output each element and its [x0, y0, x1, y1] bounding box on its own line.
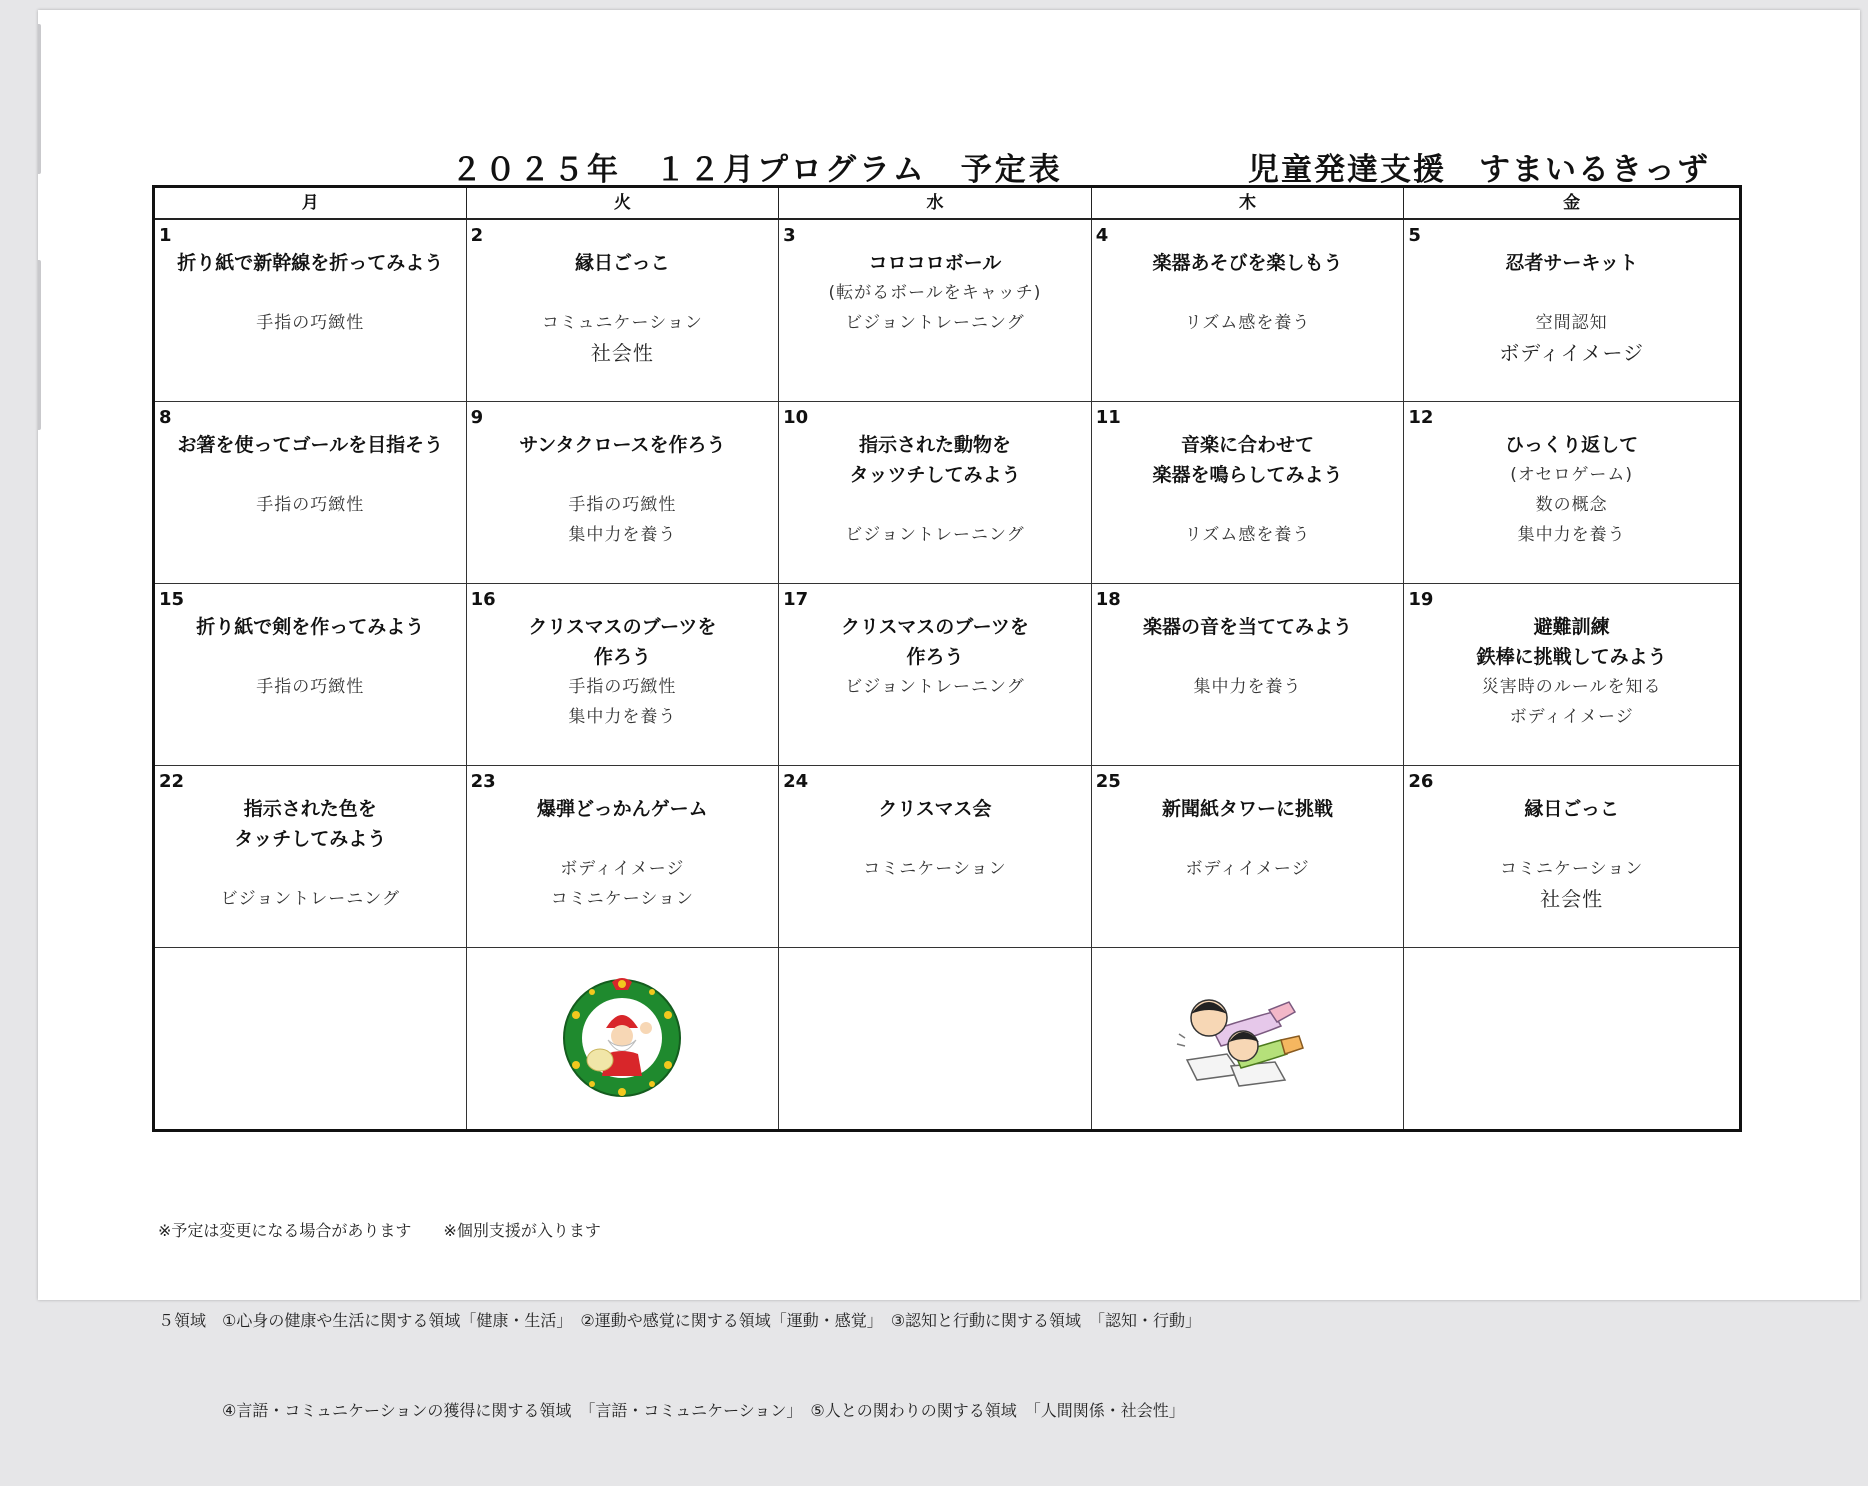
day-content — [155, 584, 466, 702]
skill-note: 社会性 — [1540, 887, 1604, 911]
schedule-table — [152, 185, 1742, 1132]
weekday-thu: 木 — [1091, 187, 1404, 220]
illustration-row — [154, 948, 1741, 1131]
skill-note: 社会性 — [590, 341, 654, 365]
activity-title: 縁日ごっこ — [575, 252, 670, 274]
spacer — [1404, 278, 1739, 308]
day-number: 11 — [1095, 407, 1121, 428]
weekday-header-row — [154, 187, 1741, 220]
day-number: 25 — [1095, 771, 1121, 792]
day-number: 4 — [1095, 225, 1109, 246]
skill-note: 災害時のルールを知る — [1481, 677, 1662, 697]
day-content — [155, 402, 466, 520]
spacer — [1092, 824, 1404, 854]
empty-cell — [1404, 948, 1741, 1131]
activity-title: サンタクロースを作ろう — [519, 434, 726, 456]
day-number: 12 — [1408, 407, 1434, 428]
skill-note: ビジョントレーニング — [845, 525, 1025, 545]
activity-title: コロコロボール — [868, 252, 1002, 274]
skill-note: 集中力を養う — [1517, 525, 1626, 545]
day-cell — [1091, 584, 1404, 766]
spacer — [467, 460, 779, 490]
spacer — [467, 278, 779, 308]
weekday-fri: 金 — [1404, 187, 1741, 220]
weekday-tue: 火 — [466, 187, 779, 220]
week-row — [154, 766, 1741, 948]
day-cell — [779, 584, 1092, 766]
day-content — [1404, 402, 1739, 550]
day-content — [1404, 766, 1739, 914]
day-number: 8 — [159, 407, 172, 428]
day-number: 9 — [470, 407, 484, 428]
spacer — [1092, 642, 1404, 672]
day-content — [1092, 584, 1404, 702]
skill-note: 集中力を養う — [568, 707, 677, 727]
week-row — [154, 584, 1741, 766]
skill-note: ボディイメージ — [1509, 707, 1634, 727]
skill-note: ビジョントレーニング — [220, 889, 400, 909]
spacer — [155, 854, 466, 884]
day-number: 5 — [1408, 225, 1421, 246]
santa-wreath-illustration — [556, 970, 688, 1102]
day-number: 3 — [783, 225, 796, 246]
day-content — [467, 584, 779, 732]
skill-note: リズム感を養う — [1184, 525, 1311, 545]
day-number: 2 — [470, 225, 484, 246]
activity-title: クリスマス会 — [878, 798, 992, 820]
header — [38, 144, 1860, 188]
day-number: 18 — [1095, 589, 1121, 610]
footer-line: ④言語・コミュニケーションの獲得に関する領域 「言語・コミュニケーション」 ⑤人との関わりの関する領域 「人間関係・社会性」 — [158, 1401, 1185, 1420]
day-number: 10 — [783, 407, 809, 428]
day-content — [779, 220, 1091, 338]
skill-note: 集中力を養う — [1193, 677, 1302, 697]
day-number: 26 — [1408, 771, 1434, 792]
day-number: 19 — [1408, 589, 1434, 610]
activity-title: クリスマスのブーツを 作ろう — [528, 616, 717, 668]
activity-title: 縁日ごっこ — [1524, 798, 1619, 820]
document-page — [38, 10, 1860, 1420]
activity-title: 楽器あそびを楽しもう — [1152, 252, 1343, 274]
children-crawling-illustration — [1173, 970, 1323, 1090]
day-cell — [779, 402, 1092, 584]
footer-line: ５領域 ①心身の健康や生活に関する領域「健康・生活」 ②運動や感覚に関する領域「運動・感覚」 ③認知と行動に関する領域 「認知・行動」 — [158, 1311, 1202, 1330]
day-cell — [1091, 219, 1404, 402]
activity-title: 音楽に合わせて 楽器を鳴らしてみよう — [1152, 434, 1343, 486]
spacer — [1092, 490, 1404, 520]
skill-note: ボディイメージ — [1499, 341, 1645, 365]
activity-title: お箸を使ってゴールを目指そう — [177, 434, 444, 456]
day-content — [1092, 766, 1404, 884]
activity-title: ひっくり返して — [1505, 434, 1639, 456]
skill-note: コミニケーション — [863, 859, 1007, 879]
illustration-cell — [466, 948, 779, 1131]
day-content — [155, 220, 466, 338]
day-cell — [1404, 766, 1741, 948]
empty-cell — [154, 948, 467, 1131]
illustration-cell — [1091, 948, 1404, 1131]
day-content — [155, 766, 466, 914]
skill-note: リズム感を養う — [1184, 313, 1311, 333]
skill-note: 集中力を養う — [568, 525, 677, 545]
week-row — [154, 402, 1741, 584]
activity-title: 折り紙で新幹線を折ってみよう — [177, 252, 444, 274]
skill-note: 空間認知 — [1535, 313, 1608, 333]
day-number: 17 — [783, 589, 809, 610]
page-title: ２０２５年 １２月プログラム 予定表 — [451, 152, 1063, 188]
skill-note: 手指の巧緻性 — [256, 677, 365, 697]
skill-note: コミニケーション — [550, 889, 695, 909]
day-cell — [1404, 402, 1741, 584]
spacer — [1404, 824, 1739, 854]
spacer — [155, 460, 466, 490]
day-number: 15 — [159, 589, 185, 610]
skill-note: 手指の巧緻性 — [256, 313, 365, 333]
day-cell — [1404, 584, 1741, 766]
activity-title: 折り紙で剣を作ってみよう — [196, 616, 425, 638]
day-number: 22 — [159, 771, 185, 792]
day-cell — [779, 219, 1092, 402]
skill-note: コミュニケーション — [541, 313, 703, 333]
day-cell — [466, 584, 779, 766]
activity-title: 爆弾どっかんゲーム — [537, 798, 708, 820]
day-cell — [466, 219, 779, 402]
organization-name: 児童発達支援 すまいるきっず — [1248, 152, 1710, 188]
page-edge-tab — [38, 260, 41, 430]
day-number: 16 — [470, 589, 496, 610]
skill-note: (オセロゲーム) — [1510, 465, 1634, 485]
day-number: 1 — [159, 225, 172, 246]
day-cell — [466, 402, 779, 584]
day-content — [779, 766, 1091, 884]
spacer — [155, 278, 466, 308]
skill-note: 手指の巧緻性 — [568, 495, 677, 515]
skill-note: ビジョントレーニング — [845, 677, 1025, 697]
day-number: 24 — [783, 771, 809, 792]
empty-cell — [779, 948, 1092, 1131]
day-cell — [1091, 766, 1404, 948]
skill-note: ボディイメージ — [560, 859, 685, 879]
activity-title: クリスマスのブーツを 作ろう — [840, 616, 1029, 668]
activity-title: 指示された動物を タッツチしてみよう — [849, 434, 1021, 486]
day-cell — [1091, 402, 1404, 584]
spacer — [467, 824, 779, 854]
day-cell — [154, 584, 467, 766]
day-content — [1092, 220, 1404, 338]
activity-title: 忍者サーキット — [1505, 252, 1638, 274]
day-cell — [154, 402, 467, 584]
day-cell — [154, 219, 467, 402]
day-content — [1092, 402, 1404, 550]
day-content — [467, 766, 779, 914]
day-content — [1404, 584, 1739, 732]
day-content — [467, 402, 779, 550]
day-content — [779, 402, 1091, 550]
weekday-wed: 水 — [779, 187, 1092, 220]
day-cell — [779, 766, 1092, 948]
spacer — [779, 824, 1091, 854]
activity-title: 指示された色を タッチしてみよう — [234, 798, 387, 850]
activity-title: 新聞紙タワーに挑戦 — [1162, 798, 1334, 820]
skill-note: (転がるボールをキャッチ) — [828, 283, 1042, 303]
day-cell — [466, 766, 779, 948]
spacer — [779, 490, 1091, 520]
footer-notes — [158, 1156, 1201, 1486]
spacer — [155, 642, 466, 672]
day-content — [1404, 220, 1739, 368]
skill-note: ボディイメージ — [1185, 859, 1310, 879]
spacer — [1092, 278, 1404, 308]
day-number: 23 — [470, 771, 496, 792]
skill-note: 手指の巧緻性 — [568, 677, 677, 697]
skill-note: ビジョントレーニング — [845, 313, 1025, 333]
day-cell — [154, 766, 467, 948]
weekday-mon: 月 — [154, 187, 467, 220]
skill-note: 手指の巧緻性 — [256, 495, 365, 515]
activity-title: 避難訓練 鉄棒に挑戦してみよう — [1476, 616, 1667, 668]
day-content — [467, 220, 779, 368]
skill-note: コミニケーション — [1499, 859, 1644, 879]
day-cell — [1404, 219, 1741, 402]
week-row — [154, 219, 1741, 402]
day-content — [779, 584, 1091, 702]
skill-note: 数の概念 — [1535, 495, 1608, 515]
activity-title: 楽器の音を当ててみよう — [1143, 616, 1353, 638]
footer-line: ※予定は変更になる場合があります ※個別支援が入ります — [158, 1221, 601, 1240]
